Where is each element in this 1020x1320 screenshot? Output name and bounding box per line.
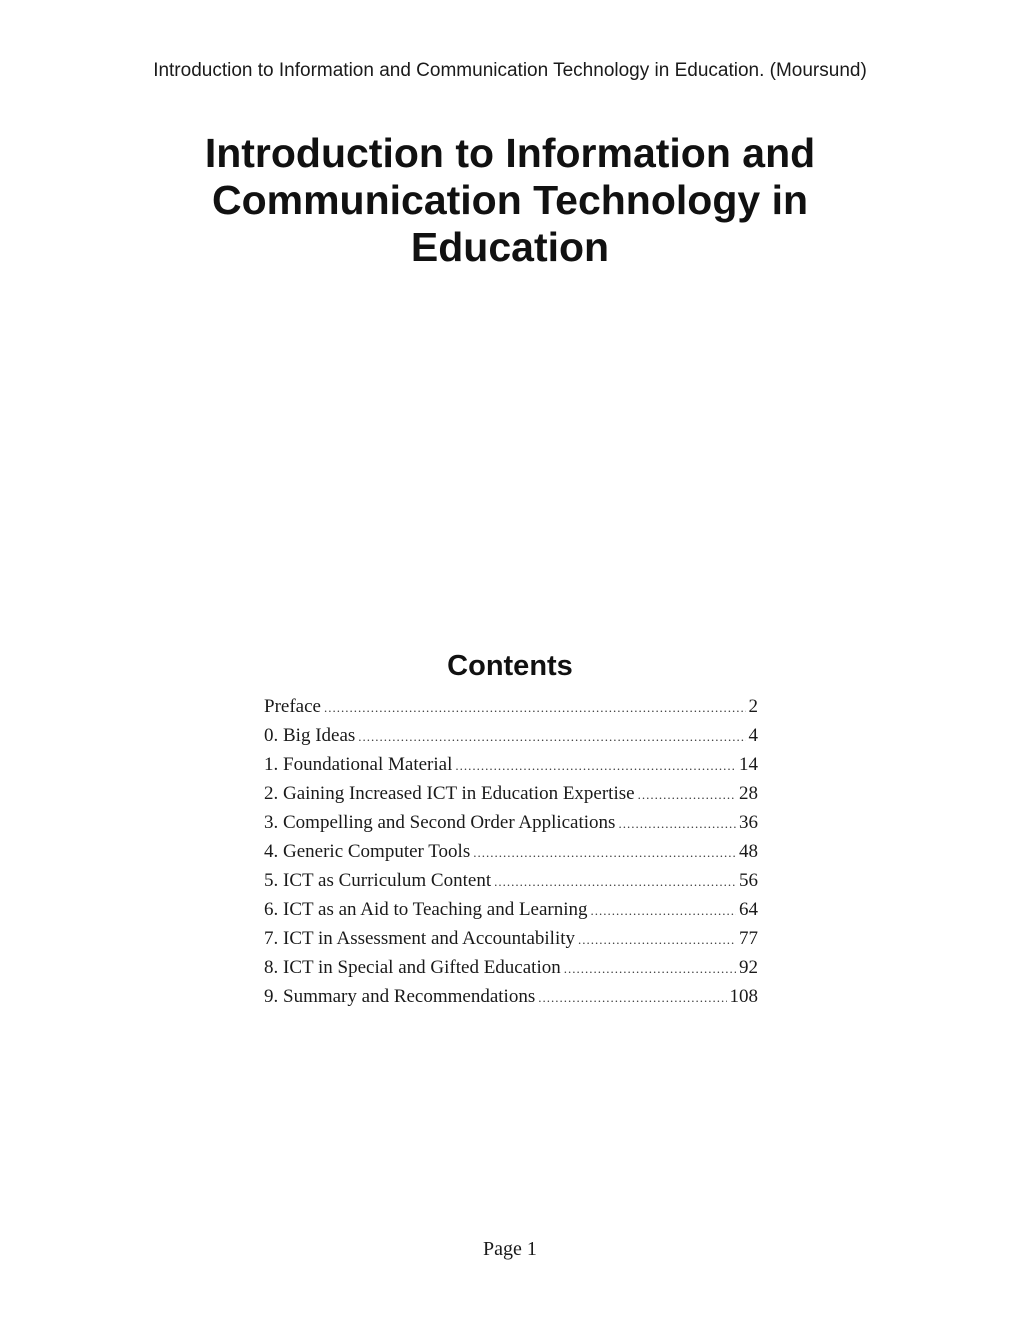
toc-entry-page: 48	[739, 841, 758, 862]
running-header: Introduction to Information and Communication Technology in Education. (Moursund)	[153, 60, 867, 81]
toc-entry[interactable]	[264, 928, 758, 957]
dot-leader	[638, 787, 736, 803]
title-line: Communication Technology in	[211, 177, 809, 223]
toc-entry[interactable]	[264, 783, 758, 812]
toc-entry-label: 8. ICT in Special and Gifted Education	[264, 957, 561, 978]
toc-entry[interactable]	[264, 696, 758, 725]
dot-leader	[494, 874, 736, 890]
toc-entry[interactable]	[264, 754, 758, 783]
dot-leader	[618, 816, 736, 832]
toc-entry-label: 5. ICT as Curriculum Content	[264, 870, 492, 891]
toc-entry-page: 36	[739, 812, 758, 833]
dot-leader	[591, 903, 736, 919]
toc-entry-label: 1. Foundational Material	[264, 754, 453, 775]
toc-entry-label: 0. Big Ideas	[264, 725, 356, 746]
toc-entry-label: 7. ICT in Assessment and Accountability	[264, 928, 576, 949]
toc-entry-label: 4. Generic Computer Tools	[264, 841, 471, 862]
toc-entry-page: 108	[729, 986, 758, 1007]
toc-entry-label: 2. Gaining Increased ICT in Education Expertise	[264, 783, 635, 804]
table-of-contents	[264, 696, 758, 1015]
toc-entry-page: 14	[739, 754, 758, 775]
toc-entry[interactable]	[264, 899, 758, 928]
toc-entry-page: 92	[739, 957, 758, 978]
title-line: Education	[410, 224, 610, 270]
dot-leader	[538, 990, 726, 1006]
page-number: Page 1	[483, 1238, 537, 1260]
toc-entry-page: 4	[748, 725, 758, 746]
toc-entry-page: 56	[739, 870, 758, 891]
toc-entry-page: 28	[739, 783, 758, 804]
toc-entry[interactable]	[264, 957, 758, 986]
dot-leader	[473, 845, 736, 861]
toc-entry[interactable]	[264, 841, 758, 870]
toc-entry[interactable]	[264, 870, 758, 899]
toc-entry-label: Preface	[264, 696, 321, 717]
dot-leader	[324, 700, 746, 716]
toc-entry-page: 64	[739, 899, 758, 920]
toc-entry[interactable]	[264, 986, 758, 1015]
toc-entry-label: 9. Summary and Recommendations	[264, 986, 536, 1007]
toc-entry[interactable]	[264, 725, 758, 754]
toc-entry-label: 6. ICT as an Aid to Teaching and Learning	[264, 899, 588, 920]
dot-leader	[358, 729, 745, 745]
dot-leader	[564, 961, 736, 977]
toc-entry[interactable]	[264, 812, 758, 841]
toc-entry-page: 77	[739, 928, 758, 949]
document-title	[110, 130, 910, 271]
toc-entry-page: 2	[748, 696, 758, 717]
title-line: Introduction to Information and	[204, 130, 816, 176]
toc-entry-label: 3. Compelling and Second Order Applications	[264, 812, 616, 833]
dot-leader	[578, 932, 736, 948]
contents-heading: Contents	[447, 650, 573, 682]
dot-leader	[455, 758, 736, 774]
